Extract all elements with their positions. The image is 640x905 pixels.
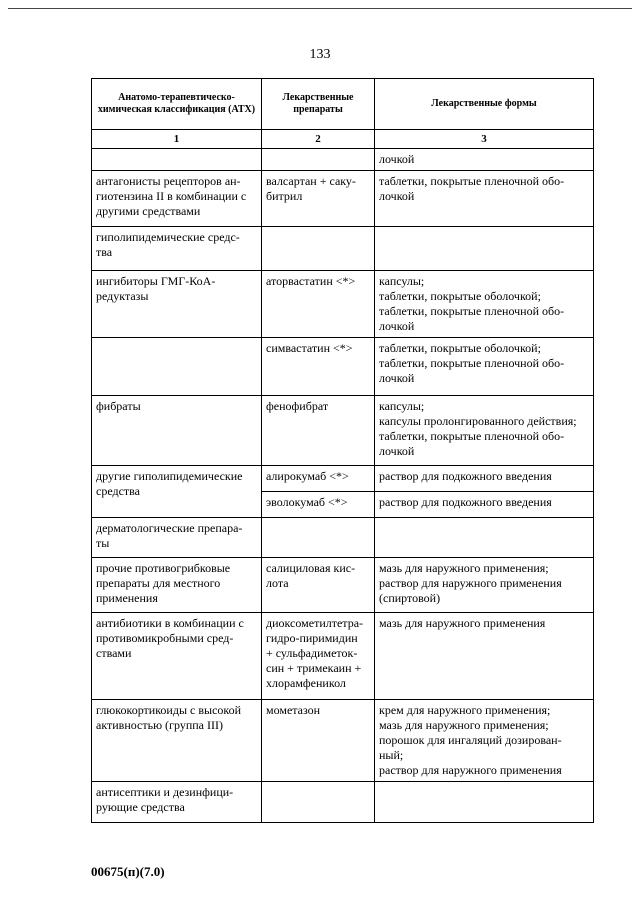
dosage-form-cell <box>375 613 594 700</box>
dosage-form-cell <box>375 492 594 518</box>
cell-text-line: активностью (группа III) <box>96 718 223 732</box>
cell-text-line: таблетки, покрытые пленочной обо- <box>379 174 565 188</box>
cell-text-line: диоксометилтетра- <box>266 616 364 630</box>
drug-cell <box>262 613 375 700</box>
atc-class-cell <box>92 613 262 700</box>
cell-text-line: + сульфадиметок- <box>266 646 358 660</box>
atc-class-cell <box>92 466 262 518</box>
cell-text-line: гиотензина II в комбинации с <box>96 189 247 203</box>
cell-text-line: син + тримекаин + <box>266 661 362 675</box>
atc-class-cell <box>92 227 262 271</box>
cell-text-line: крем для наружного применения; <box>379 703 551 717</box>
table-row <box>92 396 594 466</box>
dosage-form-cell <box>375 700 594 782</box>
drug-cell <box>262 466 375 492</box>
cell-text-line: раствор для подкожного введения <box>379 495 552 509</box>
cell-text-line: ты <box>96 536 110 550</box>
drug-cell <box>262 518 375 558</box>
cell-text-line: порошок для ингаляций дозирован- <box>379 733 562 747</box>
cell-text-line: антагонисты рецепторов ан- <box>96 174 241 188</box>
cell-text-line: мазь для наружного применения; <box>379 718 549 732</box>
dosage-form-cell <box>375 271 594 338</box>
cell-text-line: лота <box>266 576 289 590</box>
table-row <box>92 613 594 700</box>
cell-text-line: препараты для местного <box>96 576 221 590</box>
dosage-form-cell <box>375 518 594 558</box>
cell-text-line: таблетки, покрытые пленочной обо- <box>379 356 565 370</box>
drug-cell <box>262 700 375 782</box>
cell-text-line: таблетки, покрытые оболочкой; <box>379 289 541 303</box>
cell-text-line: средства <box>96 484 141 498</box>
cell-text-line: мазь для наружного применения <box>379 616 546 630</box>
column-number: 2 <box>262 130 375 149</box>
cell-text-line: фибраты <box>96 399 141 413</box>
dosage-form-cell <box>375 396 594 466</box>
cell-text-line: капсулы; <box>379 399 425 413</box>
atc-class-cell <box>92 518 262 558</box>
cell-text-line: ный; <box>379 748 404 762</box>
cell-text-line: (спиртовой) <box>379 591 441 605</box>
cell-text-line: лочкой <box>379 152 415 166</box>
dosage-form-cell <box>375 171 594 227</box>
cell-text-line: антисептики и дезинфици- <box>96 785 234 799</box>
table-body <box>92 149 594 823</box>
dosage-form-cell <box>375 338 594 396</box>
drug-cell <box>262 227 375 271</box>
table-row <box>92 227 594 271</box>
cell-text-line: аторвастатин <*> <box>266 274 356 288</box>
table-row <box>92 558 594 613</box>
document-code: 00675(п)(7.0) <box>91 864 165 879</box>
cell-text-line: гидро-пиримидин <box>266 631 358 645</box>
atc-class-cell <box>92 338 262 396</box>
drug-cell <box>262 558 375 613</box>
atc-class-cell <box>92 271 262 338</box>
column-number: 1 <box>92 130 262 149</box>
cell-text-line: антибиотики в комбинации с <box>96 616 244 630</box>
table-row <box>92 466 594 492</box>
cell-text-line: лочкой <box>379 371 415 385</box>
header-drugs: Лекарственные препараты <box>262 79 375 130</box>
cell-text-line: рующие средства <box>96 800 185 814</box>
cell-text-line: раствор для наружного применения <box>379 763 562 777</box>
cell-text-line: валсартан + саку- <box>266 174 356 188</box>
table-row <box>92 700 594 782</box>
drug-cell <box>262 271 375 338</box>
atc-class-cell <box>92 700 262 782</box>
cell-text-line: ингибиторы ГМГ-КоА- <box>96 274 216 288</box>
cell-text-line: капсулы; <box>379 274 425 288</box>
table-row <box>92 518 594 558</box>
atc-class-cell <box>92 558 262 613</box>
table-row <box>92 149 594 171</box>
dosage-form-cell <box>375 149 594 171</box>
cell-text-line: дерматологические препара- <box>96 521 243 535</box>
cell-text-line: лочкой <box>379 444 415 458</box>
column-number-row <box>92 130 594 149</box>
table-row <box>92 782 594 823</box>
dosage-form-cell <box>375 782 594 823</box>
drug-cell <box>262 492 375 518</box>
cell-text-line: противомикробными сред- <box>96 631 234 645</box>
atc-class-cell <box>92 149 262 171</box>
dosage-form-cell <box>375 466 594 492</box>
cell-text-line: мометазон <box>266 703 321 717</box>
drug-cell <box>262 149 375 171</box>
drug-cell <box>262 171 375 227</box>
cell-text-line: капсулы пролонгированного действия; <box>379 414 577 428</box>
cell-text-line: прочие противогрибковые <box>96 561 231 575</box>
cell-text-line: раствор для наружного применения <box>379 576 562 590</box>
table-row <box>92 271 594 338</box>
header-dosage-forms: Лекарственные формы <box>375 79 594 130</box>
cell-text-line: раствор для подкожного введения <box>379 469 552 483</box>
cell-text-line: хлорамфеникол <box>266 676 346 690</box>
top-rule <box>8 8 632 9</box>
drug-cell <box>262 396 375 466</box>
header-row <box>92 79 594 130</box>
atc-class-cell <box>92 782 262 823</box>
table-row <box>92 171 594 227</box>
drug-cell <box>262 338 375 396</box>
cell-text-line: лочкой <box>379 319 415 333</box>
cell-text-line: таблетки, покрытые оболочкой; <box>379 341 541 355</box>
cell-text-line: мазь для наружного применения; <box>379 561 549 575</box>
cell-text-line: симвастатин <*> <box>266 341 353 355</box>
cell-text-line: применения <box>96 591 158 605</box>
table-row <box>92 338 594 396</box>
column-number: 3 <box>375 130 594 149</box>
cell-text-line: салициловая кис- <box>266 561 356 575</box>
cell-text-line: лочкой <box>379 189 415 203</box>
drug-formulary-table <box>91 78 594 823</box>
atc-class-cell <box>92 396 262 466</box>
cell-text-line: другие гиполипидемические <box>96 469 243 483</box>
cell-text-line: тва <box>96 245 113 259</box>
cell-text-line: глюкокортикоиды с высокой <box>96 703 242 717</box>
drug-cell <box>262 782 375 823</box>
dosage-form-cell <box>375 227 594 271</box>
page-number: 133 <box>309 47 331 62</box>
dosage-form-cell <box>375 558 594 613</box>
cell-text-line: редуктазы <box>96 289 149 303</box>
cell-text-line: битрил <box>266 189 303 203</box>
cell-text-line: таблетки, покрытые пленочной обо- <box>379 429 565 443</box>
cell-text-line: гиполипидемические средс- <box>96 230 240 244</box>
cell-text-line: таблетки, покрытые пленочной обо- <box>379 304 565 318</box>
cell-text-line: алирокумаб <*> <box>266 469 349 483</box>
cell-text-line: другими средствами <box>96 204 201 218</box>
cell-text-line: фенофибрат <box>266 399 329 413</box>
header-atc-classification: Анатомо-терапевтическо- химическая классификация (АТХ) <box>92 79 262 130</box>
cell-text-line: эволокумаб <*> <box>266 495 348 509</box>
atc-class-cell <box>92 171 262 227</box>
cell-text-line: ствами <box>96 646 132 660</box>
